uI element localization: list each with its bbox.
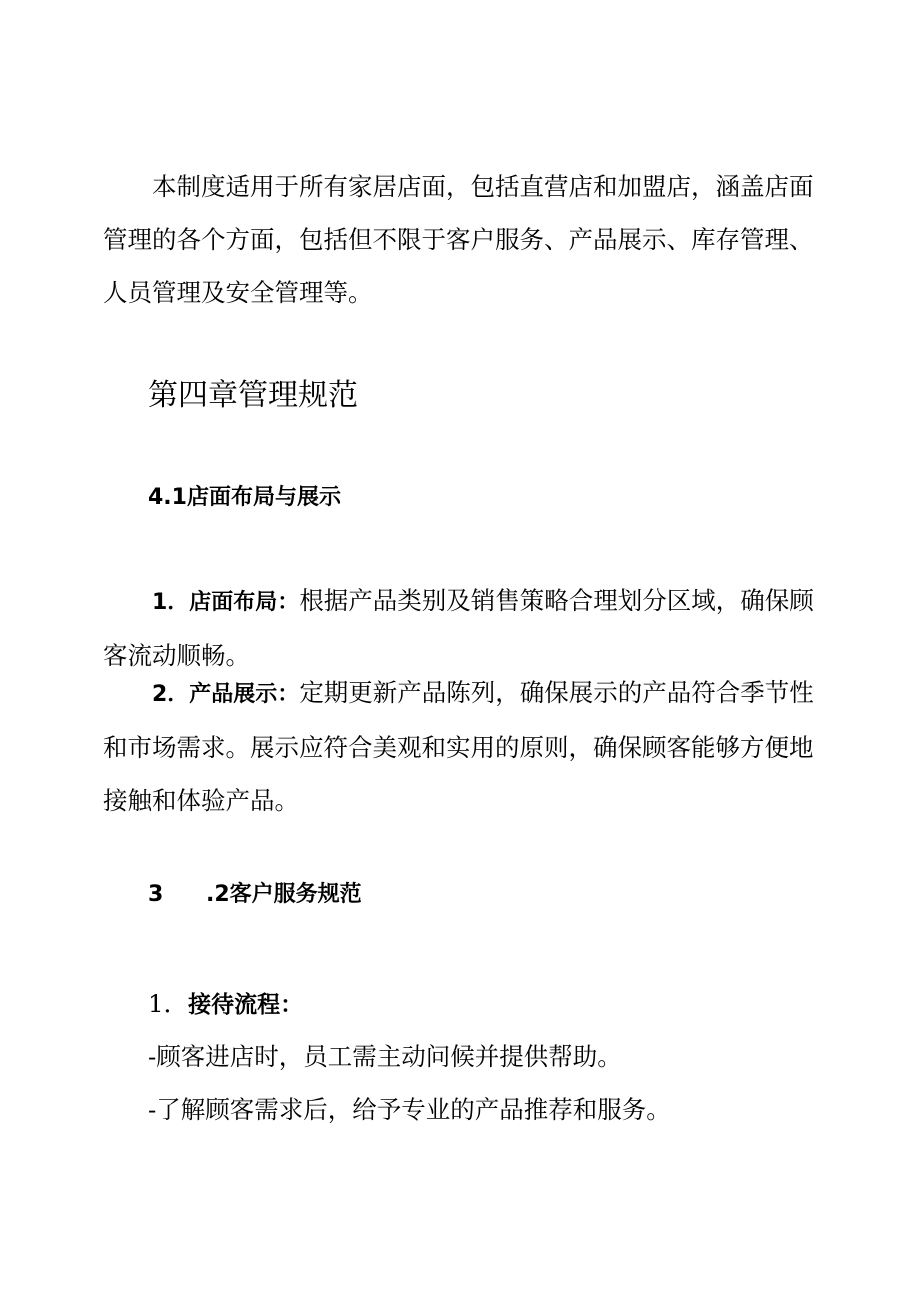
- chapter-title: 第四章管理规范: [148, 378, 358, 413]
- list-item-product-display: [103, 666, 823, 827]
- bullet-item-recommendation: -了解顾客需求后，给予专业的产品推荐和服务。: [148, 1095, 671, 1124]
- reception-process-heading: [148, 977, 303, 1032]
- section-4-1-title: 4.1店面布局与展示: [148, 485, 341, 510]
- section-4-2-title: [148, 875, 362, 915]
- sub-number: 1．: [148, 989, 189, 1018]
- list-item-body: 定期更新产品陈列，确保展示的产品符合季节性和市场需求。展示应符合美观和实用的原则，确保顾客能够方便地接触和体验产品。: [103, 678, 814, 815]
- list-item-lead: 2．产品展示：: [152, 682, 300, 707]
- list-item-lead: 1．店面布局：: [152, 590, 300, 615]
- list-item-body: 根据产品类别及销售策略合理划分区域，确保顾客流动顺畅。: [103, 586, 814, 670]
- section-number: 3: [148, 882, 164, 907]
- bullet-item-greeting: -顾客进店时，员工需主动问候并提供帮助。: [148, 1042, 622, 1071]
- scope-paragraph: 本制度适用于所有家居店面，包括直营店和加盟店，涵盖店面管理的各个方面，包括但不限于客户服务、产品展示、库存管理、人员管理及安全管理等。: [103, 172, 814, 307]
- sub-label: 接待流程：: [188, 992, 304, 1018]
- section-title-text: .2客户服务规范: [206, 882, 362, 907]
